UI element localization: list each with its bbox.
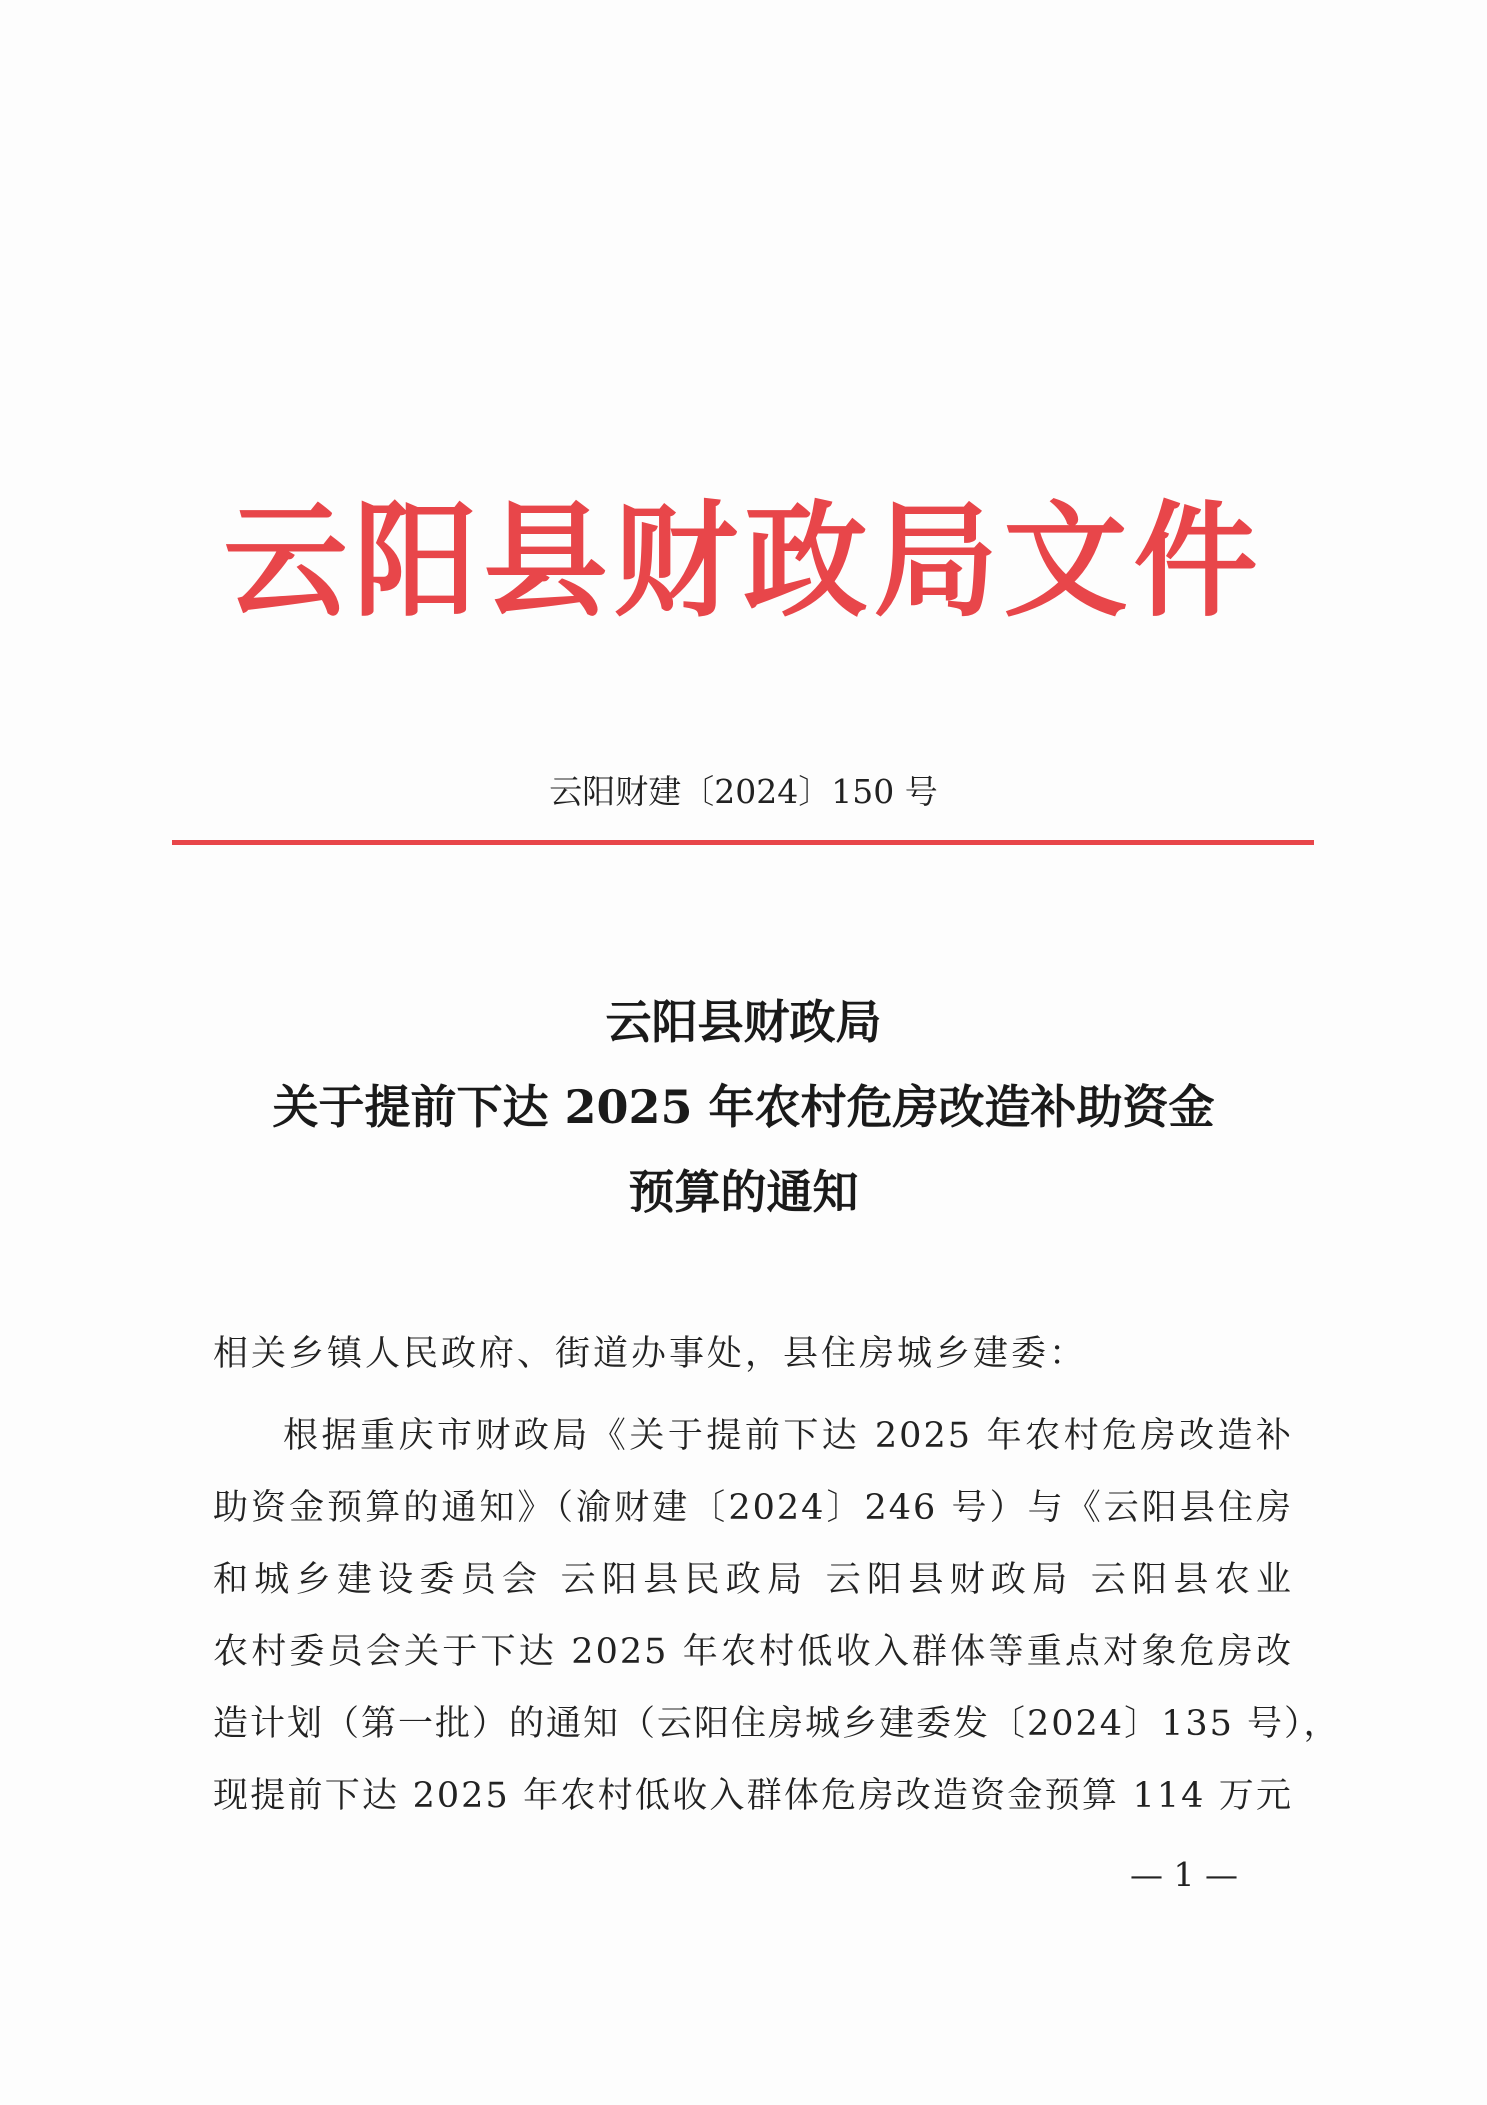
body-paragraph bbox=[213, 1400, 1341, 1832]
document-header-title: 云阳县财政局文件 bbox=[223, 490, 1264, 634]
document-number: 云阳财建〔2024〕150 号 bbox=[549, 772, 938, 811]
page-number: — 1 — bbox=[1130, 1855, 1238, 1894]
body-line: 现提前下达 2025 年农村低收入群体危房改造资金预算 114 万元 bbox=[213, 1776, 1293, 1816]
body-line: 助资金预算的通知》（渝财建〔2024〕246 号）与《云阳县住房 bbox=[213, 1488, 1293, 1528]
notice-title-line: 关于提前下达 2025 年农村危房改造补助资金 bbox=[272, 1080, 1215, 1134]
body-line: 和城乡建设委员会 云阳县民政局 云阳县财政局 云阳县农业 bbox=[213, 1560, 1293, 1600]
red-divider-line bbox=[172, 840, 1314, 845]
salutation: 相关乡镇人民政府、街道办事处，县住房城乡建委： bbox=[213, 1334, 1088, 1374]
notice-title bbox=[0, 980, 1487, 1235]
body-line: 农村委员会关于下达 2025 年农村低收入群体等重点对象危房改 bbox=[213, 1632, 1293, 1672]
notice-title-line: 预算的通知 bbox=[628, 1165, 859, 1219]
body-line: 造计划（第一批）的通知（云阳住房城乡建委发〔2024〕135 号）， bbox=[213, 1704, 1341, 1744]
body-line: 根据重庆市财政局《关于提前下达 2025 年农村危房改造补 bbox=[283, 1416, 1293, 1456]
notice-title-line: 云阳县财政局 bbox=[605, 995, 882, 1049]
